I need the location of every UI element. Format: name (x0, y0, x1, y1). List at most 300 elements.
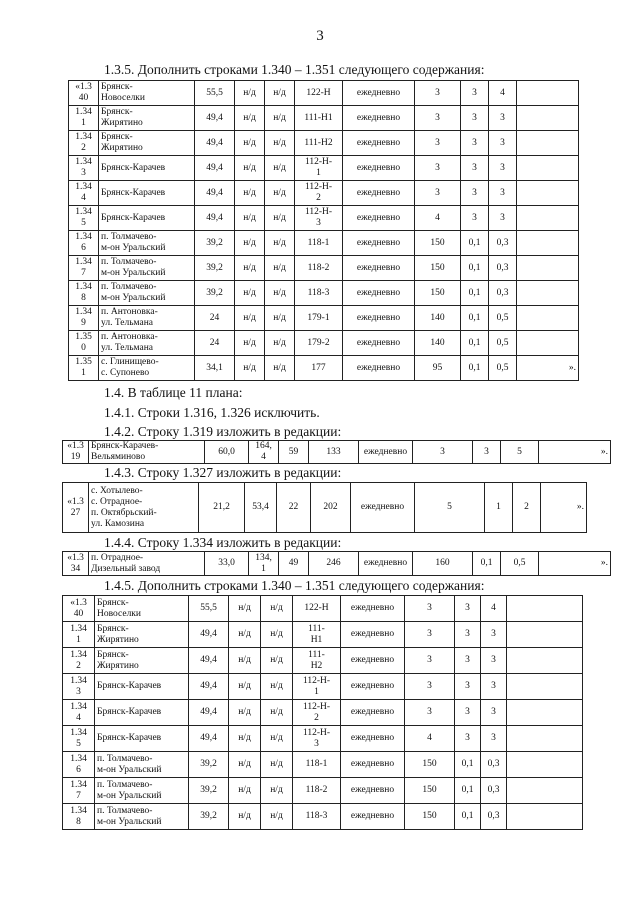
table-cell: 122-Н (295, 81, 343, 106)
table-cell: ежедневно (359, 441, 413, 464)
table-cell: Брянск- Жирятино (95, 648, 189, 674)
table-cell: 1.34 8 (69, 281, 99, 306)
table-cell: 60,0 (205, 441, 249, 464)
table-cell (507, 648, 583, 674)
table-cell: 0,1 (461, 306, 489, 331)
table-cell (507, 804, 583, 830)
table-cell: н/д (265, 256, 295, 281)
table-cell: п. Антоновка- ул. Тельмана (99, 306, 195, 331)
table-cell: н/д (261, 726, 293, 752)
table-cell: 1.35 0 (69, 331, 99, 356)
table-cell: 111-Н1 (295, 106, 343, 131)
table-cell: н/д (235, 306, 265, 331)
table-cell: 133 (309, 441, 359, 464)
table-cell: ежедневно (341, 752, 405, 778)
table-cell: 4 (405, 726, 455, 752)
table-cell: 3 (481, 726, 507, 752)
table-cell: 1.34 3 (69, 156, 99, 181)
table-cell: 3 (455, 674, 481, 700)
table-cell: 3 (489, 181, 517, 206)
table-cell: 2 (513, 483, 541, 533)
table-cell: 3 (413, 441, 473, 464)
table-row (63, 700, 583, 726)
table-cell: ежедневно (341, 804, 405, 830)
table-cell: Брянск-Карачев- Вельяминово (89, 441, 205, 464)
table-cell: Брянск-Карачев (95, 700, 189, 726)
table-cell: 118-3 (295, 281, 343, 306)
table-cell: 39,2 (189, 804, 229, 830)
table-cell: н/д (261, 674, 293, 700)
table-cell: 112-Н- 1 (295, 156, 343, 181)
table-cell: н/д (235, 206, 265, 231)
table-cell: 0,5 (489, 356, 517, 381)
table-cell: 134, 1 (249, 552, 279, 576)
table-cell: п. Толмачево- м-он Уральский (99, 281, 195, 306)
table-cell: 112-Н- 3 (295, 206, 343, 231)
table-cell: 49,4 (189, 622, 229, 648)
table-cell: ежедневно (341, 700, 405, 726)
table-cell: п. Толмачево- м-он Уральский (95, 804, 189, 830)
table-cell: 0,1 (455, 804, 481, 830)
table-cell: 33,0 (205, 552, 249, 576)
table-cell: н/д (229, 700, 261, 726)
table-cell: 179-1 (295, 306, 343, 331)
table-cell: Брянск- Новоселки (95, 596, 189, 622)
table-cell: 49,4 (189, 674, 229, 700)
table-cell: 3 (481, 700, 507, 726)
table-cell: 55,5 (189, 596, 229, 622)
table-cell: 39,2 (189, 752, 229, 778)
table-cell: 53,4 (245, 483, 277, 533)
table-cell: 160 (413, 552, 473, 576)
table-cell (517, 331, 579, 356)
table-cell (517, 106, 579, 131)
table-cell: 164, 4 (249, 441, 279, 464)
table-cell: 24 (195, 331, 235, 356)
table-row (69, 181, 579, 206)
table-cell: п. Толмачево- м-он Уральский (95, 752, 189, 778)
table-cell: н/д (261, 648, 293, 674)
table-cell: 3 (481, 674, 507, 700)
table-cell: 3 (461, 156, 489, 181)
table-cell: 118-1 (293, 752, 341, 778)
table-cell: Брянск-Карачев (99, 206, 195, 231)
table-cell: 3 (461, 106, 489, 131)
table-cell: 1.34 5 (69, 206, 99, 231)
table-cell: 150 (405, 804, 455, 830)
table-cell: н/д (265, 181, 295, 206)
table-1-3-5 (68, 80, 579, 381)
table-cell: Брянск- Новоселки (99, 81, 195, 106)
table-cell: 0,5 (489, 331, 517, 356)
table-cell: «1.3 40 (69, 81, 99, 106)
table-cell: 49,4 (195, 131, 235, 156)
table-cell: 1.34 4 (69, 181, 99, 206)
table-cell: 150 (405, 778, 455, 804)
table-cell: 49,4 (189, 700, 229, 726)
table-cell: н/д (229, 778, 261, 804)
table-cell: н/д (265, 281, 295, 306)
table-cell: 39,2 (189, 778, 229, 804)
table-cell: н/д (229, 596, 261, 622)
table-cell: ежедневно (343, 256, 415, 281)
table-cell: Брянск-Карачев (99, 156, 195, 181)
table-cell (517, 231, 579, 256)
table-cell: 3 (405, 622, 455, 648)
table-cell: 202 (311, 483, 351, 533)
table-cell: 3 (455, 700, 481, 726)
table-cell: н/д (235, 256, 265, 281)
section-1-3-5-heading: 1.3.5. Дополнить строками 1.340 – 1.351 следующего содержания: (104, 62, 485, 77)
table-cell: 3 (405, 596, 455, 622)
table-cell: н/д (229, 726, 261, 752)
table-cell: 21,2 (199, 483, 245, 533)
table-cell: н/д (261, 700, 293, 726)
table-cell: Брянск-Карачев (95, 726, 189, 752)
table-cell: 1.34 1 (63, 622, 95, 648)
table-cell: н/д (235, 231, 265, 256)
table-cell: н/д (229, 804, 261, 830)
table-cell (507, 700, 583, 726)
table-row (63, 622, 583, 648)
table-cell: 3 (461, 181, 489, 206)
table-cell: 49 (279, 552, 309, 576)
table-cell (517, 206, 579, 231)
table-cell: 22 (277, 483, 311, 533)
table-cell: 5 (415, 483, 485, 533)
table-cell: 111-Н2 (295, 131, 343, 156)
table-cell: 0,1 (461, 256, 489, 281)
table-row (63, 596, 583, 622)
table-cell (517, 306, 579, 331)
section-1-4-3-heading: 1.4.3. Строку 1.327 изложить в редакции: (104, 465, 342, 480)
table-cell (517, 281, 579, 306)
table-cell: «1.3 40 (63, 596, 95, 622)
section-1-4-4-heading: 1.4.4. Строку 1.334 изложить в редакции: (104, 535, 342, 550)
table-cell: 0,3 (481, 778, 507, 804)
table-cell: п. Толмачево- м-он Уральский (95, 778, 189, 804)
table-cell: п. Антоновка- ул. Тельмана (99, 331, 195, 356)
table-cell (507, 596, 583, 622)
table-cell (517, 256, 579, 281)
table-cell: 140 (415, 306, 461, 331)
table-cell: н/д (235, 81, 265, 106)
table-cell: ежедневно (343, 306, 415, 331)
table-cell: н/д (265, 156, 295, 181)
table-cell: с. Глинищево- с. Супонево (99, 356, 195, 381)
table-cell: н/д (265, 81, 295, 106)
table-cell: ежедневно (343, 331, 415, 356)
table-cell (507, 622, 583, 648)
table-cell: н/д (229, 622, 261, 648)
table-cell: н/д (229, 648, 261, 674)
table-cell: н/д (265, 106, 295, 131)
table-cell: 150 (405, 752, 455, 778)
table-cell: 1.34 2 (63, 648, 95, 674)
table-cell: н/д (235, 281, 265, 306)
table-cell: н/д (235, 131, 265, 156)
table-cell: 1.34 2 (69, 131, 99, 156)
table-cell (517, 131, 579, 156)
table-cell: 0,1 (461, 281, 489, 306)
table-cell: ежедневно (341, 648, 405, 674)
table-cell: ежедневно (343, 81, 415, 106)
table-cell: 0,1 (473, 552, 501, 576)
table-cell (507, 778, 583, 804)
table-row (69, 256, 579, 281)
table-cell: н/д (235, 356, 265, 381)
table-cell: 111- Н1 (293, 622, 341, 648)
table-cell: н/д (265, 356, 295, 381)
table-cell: ». (539, 552, 611, 576)
table-cell: ежедневно (341, 596, 405, 622)
table-cell: 3 (481, 622, 507, 648)
table-cell: 3 (489, 156, 517, 181)
table-cell: 0,1 (461, 331, 489, 356)
table-row (69, 231, 579, 256)
table-cell: 3 (415, 106, 461, 131)
table-row (69, 281, 579, 306)
table-cell: 0,3 (481, 804, 507, 830)
table-cell: 3 (415, 131, 461, 156)
table-cell: н/д (235, 181, 265, 206)
table-cell: н/д (235, 156, 265, 181)
table-cell: 111- Н2 (293, 648, 341, 674)
table-cell: 150 (415, 256, 461, 281)
table-cell: ». (517, 356, 579, 381)
table-cell: ежедневно (343, 181, 415, 206)
table-cell: н/д (261, 596, 293, 622)
table-cell: н/д (261, 752, 293, 778)
table-cell: 1.34 8 (63, 804, 95, 830)
table-cell: 49,4 (189, 726, 229, 752)
table-cell: ежедневно (343, 131, 415, 156)
table-cell: 1.34 5 (63, 726, 95, 752)
table-cell: 0,5 (489, 306, 517, 331)
table-cell (507, 752, 583, 778)
section-1-4-2-heading: 1.4.2. Строку 1.319 изложить в редакции: (104, 424, 342, 439)
table-cell: 34,1 (195, 356, 235, 381)
table-cell: Брянск- Жирятино (95, 622, 189, 648)
table-cell: 55,5 (195, 81, 235, 106)
table-cell: 0,5 (501, 552, 539, 576)
table-cell: ежедневно (343, 156, 415, 181)
table-cell: 1.35 1 (69, 356, 99, 381)
table-cell: 3 (415, 156, 461, 181)
table-cell: Брянск- Жирятино (99, 106, 195, 131)
table-cell: 140 (415, 331, 461, 356)
table-cell: 1.34 4 (63, 700, 95, 726)
table-cell: п. Толмачево- м-он Уральский (99, 256, 195, 281)
section-1-4-1-heading: 1.4.1. Строки 1.316, 1.326 исключить. (104, 405, 320, 420)
section-1-4-5-heading: 1.4.5. Дополнить строками 1.340 – 1.351 следующего содержания: (104, 578, 485, 593)
table-cell: н/д (261, 804, 293, 830)
table-cell: ежедневно (359, 552, 413, 576)
table-cell: н/д (265, 331, 295, 356)
table-cell: н/д (235, 331, 265, 356)
table-cell: ежедневно (341, 778, 405, 804)
table-cell: 1.34 7 (69, 256, 99, 281)
table-cell: 118-2 (295, 256, 343, 281)
table-cell: 150 (415, 231, 461, 256)
table-cell: Брянск-Карачев (95, 674, 189, 700)
table-cell: 177 (295, 356, 343, 381)
table-1-4-3 (62, 482, 587, 533)
table-row (63, 674, 583, 700)
table-cell: н/д (265, 231, 295, 256)
table-row (63, 726, 583, 752)
table-cell: Брянск-Карачев (99, 181, 195, 206)
table-cell: 0,3 (489, 281, 517, 306)
table-cell: 3 (415, 81, 461, 106)
table-cell: ежедневно (343, 106, 415, 131)
table-1-4-2 (62, 440, 611, 464)
table-cell: 59 (279, 441, 309, 464)
table-cell: 112-Н- 1 (293, 674, 341, 700)
table-cell: ежедневно (341, 726, 405, 752)
table-row (63, 752, 583, 778)
table-cell: 4 (481, 596, 507, 622)
table-row (69, 306, 579, 331)
table-cell: 3 (405, 648, 455, 674)
table-row (63, 441, 611, 464)
table-cell: 1.34 1 (69, 106, 99, 131)
table-cell: 49,4 (195, 206, 235, 231)
table-cell: 246 (309, 552, 359, 576)
table-row (63, 804, 583, 830)
table-cell: 1 (485, 483, 513, 533)
table-cell: 39,2 (195, 281, 235, 306)
table-cell: 49,4 (195, 106, 235, 131)
table-cell: 1.34 7 (63, 778, 95, 804)
table-cell: 49,4 (195, 181, 235, 206)
table-cell: 112-Н- 2 (295, 181, 343, 206)
table-cell: н/д (229, 674, 261, 700)
table-cell (517, 181, 579, 206)
table-cell: ежедневно (351, 483, 415, 533)
table-cell: н/д (235, 106, 265, 131)
table-row (69, 356, 579, 381)
table-cell: 0,3 (489, 231, 517, 256)
table-cell: 95 (415, 356, 461, 381)
table-cell: 3 (481, 648, 507, 674)
table-row (69, 331, 579, 356)
table-cell: «1.3 19 (63, 441, 89, 464)
table-cell: 3 (455, 726, 481, 752)
table-cell: 49,4 (189, 648, 229, 674)
table-cell: 0,1 (455, 778, 481, 804)
table-cell: н/д (229, 752, 261, 778)
table-cell: 5 (501, 441, 539, 464)
table-cell (517, 156, 579, 181)
table-cell: 3 (489, 206, 517, 231)
table-cell: 3 (489, 106, 517, 131)
table-cell: 3 (405, 700, 455, 726)
table-cell: 3 (461, 131, 489, 156)
table-cell: н/д (261, 622, 293, 648)
table-cell: 3 (405, 674, 455, 700)
table-cell: 1.34 6 (63, 752, 95, 778)
table-cell: 24 (195, 306, 235, 331)
table-cell: 3 (473, 441, 501, 464)
table-cell: «1.3 27 (63, 483, 89, 533)
table-cell: ежедневно (343, 356, 415, 381)
table-cell: 39,2 (195, 256, 235, 281)
table-cell: 3 (415, 181, 461, 206)
table-cell: 49,4 (195, 156, 235, 181)
table-cell: н/д (265, 206, 295, 231)
table-1-4-4 (62, 551, 611, 576)
table-cell: 112-Н- 3 (293, 726, 341, 752)
table-cell: 3 (461, 206, 489, 231)
table-cell: н/д (265, 131, 295, 156)
table-row (69, 81, 579, 106)
table-cell: 3 (455, 648, 481, 674)
table-cell: 179-2 (295, 331, 343, 356)
table-row (69, 106, 579, 131)
page-number: 3 (316, 28, 324, 44)
table-cell: 122-Н (293, 596, 341, 622)
table-cell: ежедневно (343, 281, 415, 306)
table-cell: 0,1 (461, 356, 489, 381)
table-cell: 1.34 3 (63, 674, 95, 700)
table-cell: 3 (455, 596, 481, 622)
table-cell: 150 (415, 281, 461, 306)
table-cell: 112-Н- 2 (293, 700, 341, 726)
table-cell: 0,1 (461, 231, 489, 256)
table-cell: 3 (455, 622, 481, 648)
table-cell (507, 726, 583, 752)
table-row (69, 206, 579, 231)
table-row (63, 552, 611, 576)
table-cell: Брянск- Жирятино (99, 131, 195, 156)
table-row (63, 483, 587, 533)
table-cell: 118-1 (295, 231, 343, 256)
table-cell: 3 (461, 81, 489, 106)
table-cell: ежедневно (341, 622, 405, 648)
table-row (69, 156, 579, 181)
table-cell: 1.34 9 (69, 306, 99, 331)
table-cell: 118-3 (293, 804, 341, 830)
table-cell: с. Хотылево- с. Отрадное- п. Октябрьский- ул. Камозина (89, 483, 199, 533)
table-cell: 0,3 (481, 752, 507, 778)
table-row (69, 131, 579, 156)
table-cell: 118-2 (293, 778, 341, 804)
table-cell: 4 (489, 81, 517, 106)
table-cell: ». (541, 483, 587, 533)
table-cell: ». (539, 441, 611, 464)
table-1-4-5 (62, 595, 583, 830)
table-cell: ежедневно (343, 206, 415, 231)
table-cell (507, 674, 583, 700)
table-cell (517, 81, 579, 106)
table-cell: ежедневно (343, 231, 415, 256)
table-cell: н/д (265, 306, 295, 331)
section-1-4-heading: 1.4. В таблице 11 плана: (104, 385, 243, 400)
table-cell: «1.3 34 (63, 552, 89, 576)
table-cell: 3 (489, 131, 517, 156)
table-cell: 0,3 (489, 256, 517, 281)
table-cell: 4 (415, 206, 461, 231)
table-cell: 39,2 (195, 231, 235, 256)
table-row (63, 778, 583, 804)
table-cell: 1.34 6 (69, 231, 99, 256)
table-cell: ежедневно (341, 674, 405, 700)
table-cell: п. Отрадное- Дизельный завод (89, 552, 205, 576)
table-row (63, 648, 583, 674)
table-cell: н/д (261, 778, 293, 804)
table-cell: п. Толмачево- м-он Уральский (99, 231, 195, 256)
